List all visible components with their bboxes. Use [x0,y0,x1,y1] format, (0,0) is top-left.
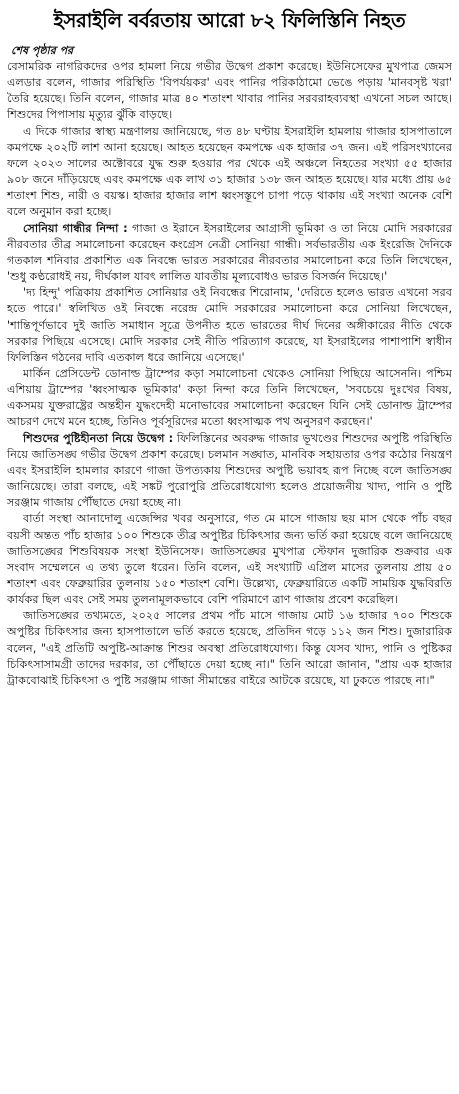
paragraph-text: এ দিকে গাজার স্বাস্থ্য মন্ত্রণালয় জানিয়েছে, গত ৪৮ ঘণ্টায় ইসরাইলি হামলায় গাজার হাসপাতালে কমপক্ষে ২০২টি লাশ আনা হয়েছে। আহত হয়েছেন কমপক্ষে এক হাজার ৩৭ জন। এই পরিসংখ্যানের ফলে ২০২৩ সালের অক্টোবরে যুদ্ধ শুরু হওয়ার পর থেকে এই অঞ্চলে নিহতের সংখ্যা ৫৫ হাজার ৯০৮ জনে দাঁড়িয়েছে এবং কমপক্ষে এক লাখ ৩১ হাজার ১৩৮ জন আহত হয়েছে। যার মধ্যে প্রায় ৬৫ শতাংশ শিশু, নারী ও বয়স্ক। হাজার হাজার লাশ ধ্বংসস্তূপে চাপা পড়ে থাকায় এই সংখ্যা অনেক বেশি বলে অনুমান করা হচ্ছে। [7,124,452,219]
paragraph-text: 'দ্য হিন্দু' পত্রিকায় প্রকাশিত সোনিয়ার ওই নিবন্ধের শিরোনাম, 'দেরিতে হলেও ভারত এখনো সরব হতে পারে।' স্বলিখিত ওই নিবন্ধে নরেন্দ্র মোদি সরকারের সমালোচনা করে সোনিয়া লিখেছেন, 'শান্তিপূর্ণভাবে দুই জাতি সমাধান সূত্রে উপনীত হতে ভারতের দীর্ঘ দিনের অঙ্গীকারের নীতি থেকে সরকার পিছিয়ে এসেছে। মোদি সরকার সেই নীতি পরিত্যাগ করেছে, যা ইসরাইলের পাশাপাশি স্বাধীন ফিলিস্তিন গঠনের দাবি এতকাল ধরে জানিয়ে এসেছে।' [7,286,452,364]
paragraph-text: বেসামরিক নাগরিকদের ওপর হামলা নিয়ে গভীর উদ্বেগ প্রকাশ করেছে। ইউনিসেফের মুখপাত্র জেমস এলডার বলেন, গাজার পরিস্থিতি 'বিপর্যয়কর' এবং পানির পরিকাঠামো ভেঙে পড়ায় 'মানবসৃষ্ট খরা' তৈরি হয়েছে। তিনি বলেন, গাজার মাত্র ৪০ শতাংশ খাবার পানির সরবরাহব্যবস্থা এখনো সচল আছে। শিশুদের পিপাসায় মৃত্যুর ঝুঁকি বাড়ছে। [7,60,452,122]
article-headline: ইসরাইলি বর্বরতায় আরো ৮২ ফিলিস্তিনি নিহত [53,9,406,32]
paragraph [7,511,452,608]
paragraph [7,221,452,286]
paragraph [7,59,452,124]
paragraph-text: ফিলিস্তিনের অবরুদ্ধ গাজার ভূখণ্ডের শিশুদের অপুষ্টি পরিস্থিতি নিয়ে জাতিসঙ্ঘ গভীর উদ্বেগ প্রকাশ করেছে। চলমান সঙ্ঘাত, মানবিক সহায়তার ওপর কঠোর নিয়ন্ত্রণ এবং ইসরাইলি হামলার কারণে গাজা উপত্যকায় শিশুদের অপুষ্টি ভয়াবহ রূপ নিচ্ছে বলে জাতিসঙ্ঘ জানিয়েছে। তারা বলছে, এই সঙ্কট পুরোপুরি প্রতিরোধযোগ্য হলেও প্রয়োজনীয় খাদ্য, পানি ও পুষ্টি সরঞ্জাম গাজায় পৌঁছাতে দেয়া হচ্ছে না। [7,431,452,510]
paragraph [7,285,452,366]
subhead-sonia-gandhi: সোনিয়া গান্ধীর নিন্দা : [23,221,128,235]
paragraph-text: মার্কিন প্রেসিডেন্ট ডোনাল্ড ট্রাম্পের কড়া সমালোচনা থেকেও সোনিয়া পিছিয়ে আসেননি। পশ্চিম এশিয়ায় ট্রাম্পের 'ধ্বংসাত্মক ভূমিকার' কড়া নিন্দা করে তিনি লিখেছেন, 'সবচেয়ে দুঃখের বিষয়, একসময় যুক্তরাষ্ট্রের অন্তহীন যুদ্ধংদেহী মনোভাবের সমালোচনা করেছেন যিনি সেই ডোনাল্ড ট্রাম্পের আচরণ দেখে মনে হচ্ছে, তিনিও পূর্বসূরিদের মতো ধ্বংসাত্মক পথ অনুসরণ করছেন।' [7,366,452,429]
paragraph [7,608,452,689]
paragraph-text: বার্তা সংস্থা আনাদোলু এজেন্সির খবর অনুসারে, গত মে মাসে গাজায় ছয় মাস থেকে পাঁচ বছর বয়সী অন্তত পাঁচ হাজার ১০০ শিশুকে তীব্র অপুষ্টির চিকিৎসার জন্য ভর্তি করা হয়েছে বলে জানিয়েছে জাতিসঙ্ঘের শিশুবিষয়ক সংস্থা ইউনিসেফ। জাতিসঙ্ঘের মুখপাত্র স্টেফান দুজারিক শুক্রবার এক সংবাদ সম্মেলনে এ তথ্য তুলে ধরেন। তিনি বলেন, এই সংখ্যাটি এপ্রিল মাসের তুলনায় প্রায় ৫০ শতাংশ এবং ফেব্রুয়ারির তুলনায় ১৫০ শতাংশ বেশি। উল্লেখ্য, ফেব্রুয়ারিতে একটি সাময়িক যুদ্ধবিরতি কার্যকর ছিল এবং সেই সময় তুলনামূলকভাবে বেশি পরিমাণে ত্রাণ গাজায় প্রবেশ করেছিল। [7,512,453,607]
paragraph [7,124,452,221]
paragraph-text: জাতিসঙ্ঘের তথ্যমতে, ২০২৫ সালের প্রথম পাঁচ মাসে গাজায় মোট ১৬ হাজার ৭০০ শিশুকে অপুষ্টির চিকিৎসার জন্য হাসপাতালে ভর্তি করতে হয়েছে, প্রতিদিন গড়ে ১১২ জন শিশু। দুজারারিক বলেন, "এই প্রতিটি অপুষ্টি-আক্রান্ত শিশুর অবস্থা প্রতিরোধযোগ্য। কিন্তু যেসব খাদ্য, পানি ও পুষ্টিকর চিকিৎসাসামগ্রী তাদের দরকার, তা পৌঁছাতে দেয়া হচ্ছে না।" তিনি আরো জানান, "প্রায় এক হাজার ট্রাকবোঝাই চিকিৎসা ও পুষ্টি সরঞ্জাম গাজা সীমান্তের বাইরে আটকে রয়েছে, যা ঢুকতে পারছে না।" [7,609,452,687]
paragraph [7,366,452,431]
paragraph [7,431,452,512]
continued-from-label: শেষ পৃষ্ঠার পর [11,44,74,57]
subhead-child-malnutrition: শিশুদের পুষ্টিহীনতা নিয়ে উদ্বেগ : [23,431,174,445]
article-body [7,59,452,689]
paragraph-text: গাজা ও ইরানে ইসরাইলের আগ্রাসী ভূমিকা ও তা নিয়ে মোদি সরকারের নীরবতার তীব্র সমালোচনা করেছেন কংগ্রেস নেত্রী সোনিয়া গান্ধী। সর্বভারতীয় এক ইংরেজি দৈনিকে গতকাল শনিবার প্রকাশিত এক নিবন্ধে ভারত সরকারের নীরবতার সমালোচনা করে তিনি লিখেছেন, 'শুধু কণ্ঠরোধই নয়, দীর্ঘকাল যাবৎ লালিত যাবতীয় মূল্যবোধও ভারত বিসর্জন দিয়েছে।' [7,221,452,284]
